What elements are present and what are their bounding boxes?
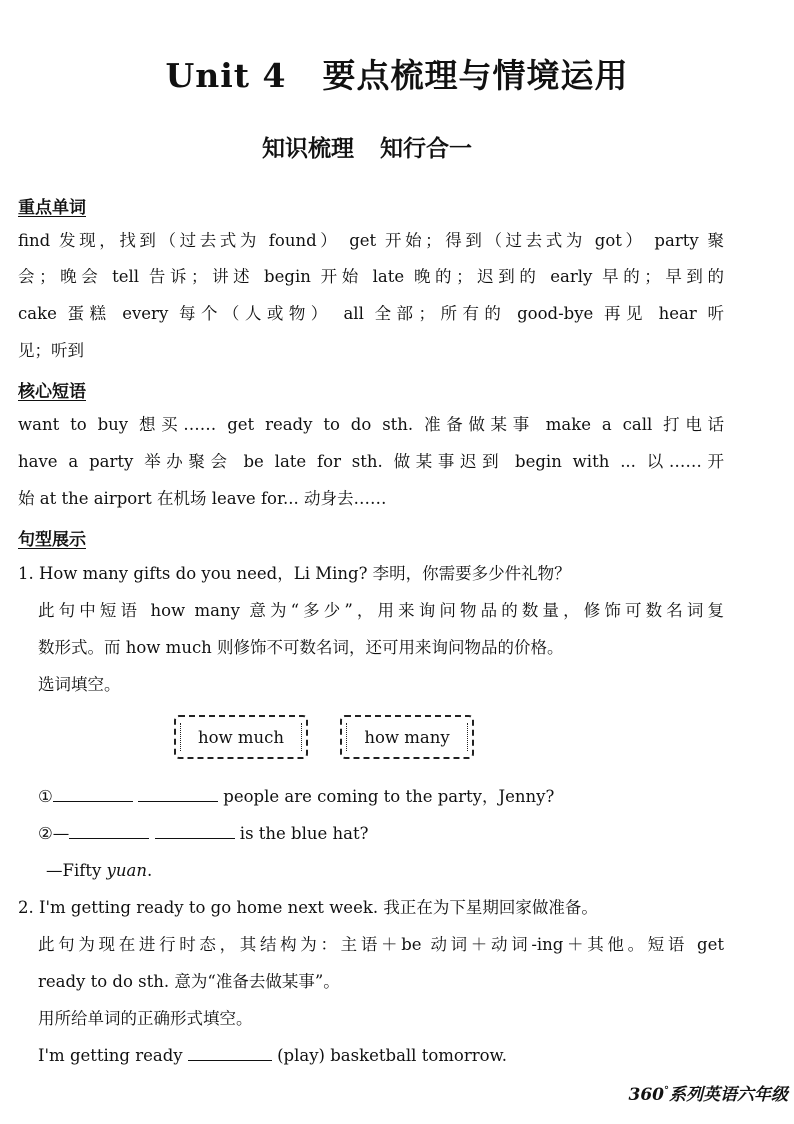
answer-blank[interactable]	[155, 824, 235, 839]
answer-blank[interactable]	[188, 1046, 272, 1061]
option-label: how many	[364, 727, 450, 747]
item-text: is the blue hat?	[239, 824, 369, 843]
exercise-item-1	[38, 786, 724, 808]
pattern2-exercise	[38, 1045, 724, 1067]
pattern1-explanation: 此句中短语 how many 意为“多少”，用来询问物品的数量，修饰可数名词复	[38, 601, 724, 620]
pattern1-explanation: 数形式。而 how much 则修饰不可数名词，还可用来询问物品的价格。	[38, 638, 564, 657]
answer-word: yuan	[106, 861, 147, 880]
item-text: people are coming to the party，Jenny?	[223, 787, 555, 806]
option-label: how much	[197, 727, 285, 747]
unit-label: Unit 4	[165, 56, 287, 95]
core-phrases-line: have a party 举办聚会 be late for sth. 做某事迟到 begin with ... 以……开	[18, 452, 724, 471]
answer-prefix: —Fifty	[46, 861, 107, 880]
pattern2-explanation: ready to do sth. 意为“准备去做某事”。	[38, 972, 340, 991]
item-number: ②—	[38, 824, 70, 843]
subtitle-left: 知识梳理	[262, 135, 354, 162]
item-number: ①	[38, 787, 53, 806]
answer-blank[interactable]	[69, 824, 149, 839]
pattern2-explanation: 此句为现在进行时态，其结构为：主语＋be 动词＋动词-ing＋其他。短语 get	[38, 935, 724, 954]
answer-blank[interactable]	[53, 787, 133, 802]
core-phrases-line: 始 at the airport 在机场 leave for... 动身去……	[18, 489, 387, 508]
key-words-heading: 重点单词	[18, 198, 86, 218]
footer-degree-sign: °	[664, 1085, 669, 1097]
key-words-line: 会；晚会 tell 告诉；讲述 begin 开始 late 晚的；迟到的 early 早的；早到的	[18, 267, 724, 286]
unit-topic: 要点梳理与情境运用	[322, 56, 629, 95]
key-words-line: cake 蛋糕 every 每个（人或物） all 全部；所有的 good-bye 再见 hear 听	[18, 304, 724, 323]
pattern1-instruction: 选词填空。	[38, 675, 121, 694]
key-words-line: find 发现，找到（过去式为 found） get 开始；得到（过去式为 got） party 聚	[18, 231, 724, 250]
pattern1-sentence: 1. How many gifts do you need，Li Ming? 李明，你需要多少件礼物？	[18, 564, 571, 583]
footer-series-text: 系列英语六年级	[669, 1085, 788, 1105]
sentence-patterns-heading: 句型展示	[18, 530, 86, 550]
option-box-how-many	[340, 715, 474, 759]
subtitle-right: 知行合一	[380, 135, 472, 162]
exercise-item-2	[38, 823, 724, 845]
footer-series	[629, 1080, 789, 1105]
option-box-how-much	[174, 715, 308, 759]
exercise-suffix: (play) basketball tomorrow.	[277, 1046, 507, 1065]
answer-blank[interactable]	[138, 787, 218, 802]
core-phrases-heading: 核心短语	[18, 382, 86, 402]
pattern2-sentence: 2. I'm getting ready to go home next week. 我正在为下星期回家做准备。	[18, 898, 598, 917]
key-words-line: 见；听到	[18, 341, 84, 360]
exercise-prefix: I'm getting ready	[38, 1046, 183, 1065]
footer-degree: 360	[628, 1085, 664, 1105]
page-title	[0, 50, 794, 97]
section-subtitle	[0, 130, 734, 163]
answer-suffix: .	[146, 861, 153, 880]
pattern2-instruction: 用所给单词的正确形式填空。	[38, 1009, 253, 1028]
core-phrases-line: want to buy 想买…… get ready to do sth. 准备做某事 make a call 打电话	[18, 415, 724, 434]
exercise-answer-line	[46, 860, 752, 882]
